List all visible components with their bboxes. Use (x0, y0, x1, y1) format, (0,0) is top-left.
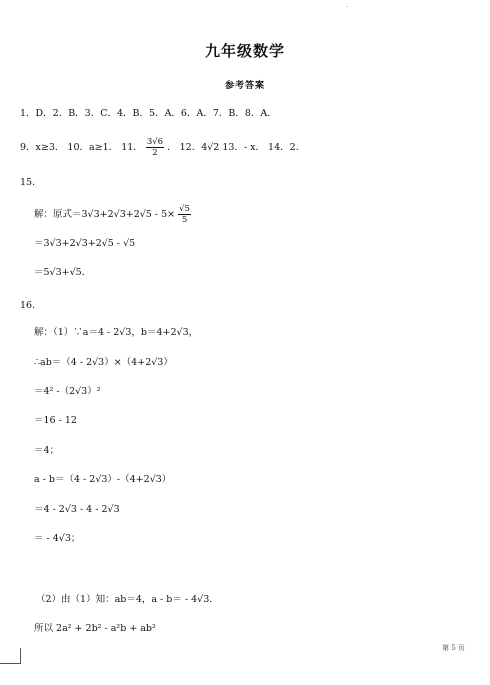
q15-line-1-text: 解：原式＝3√3+2√3+2√5 - 5× (34, 209, 176, 220)
q16-line: （2）由（1）知：ab＝4，a - b＝ - 4√3． (36, 594, 219, 605)
q15-label: 15． (20, 177, 42, 188)
page-number: 第 5 页 (442, 644, 465, 652)
q16-line: 解：（1）∵a＝4 - 2√3，b＝4+2√3， (34, 327, 199, 338)
page-title: 九年级数学 (204, 42, 285, 60)
page-subtitle: 参考答案 (224, 81, 265, 91)
q16-label: 16． (20, 300, 42, 311)
q16-line: ＝4² -（2√3）² (34, 386, 101, 397)
top-mark: · (346, 4, 348, 11)
answers-row-1: 1．D．2．B．3．C．4．B．5．A．6．A．7．B．8．A． (20, 108, 277, 119)
q16-line: ＝16 - 12 (34, 415, 77, 426)
answers-row-2 (20, 137, 305, 158)
q16-line: ＝4； (34, 445, 60, 456)
answer-11-fraction (146, 137, 164, 158)
answer-11-numerator: 3√6 (146, 137, 164, 147)
q15-line-3: ＝5√3+√5． (34, 267, 92, 278)
answers-row-2-part-b: ． 12．4√2 13．- x． 14．2． (167, 142, 306, 153)
q16-line: a - b＝（4 - 2√3）-（4+2√3） (34, 474, 172, 485)
page-corner-mark (0, 648, 21, 664)
q16-line: ＝ - 4√3； (34, 533, 81, 544)
q16-line: ＝4 - 2√3 - 4 - 2√3 (34, 504, 120, 515)
q15-fraction-numerator: √5 (179, 204, 190, 214)
answer-11-denominator: 2 (152, 148, 158, 158)
q15-line-1 (34, 204, 191, 225)
q16-line: 所以 2a² + 2b² - a²b + ab² (34, 623, 156, 634)
q15-fraction-denominator: 5 (181, 215, 188, 225)
answers-row-2-part-a: 9．x≥3． 10．a≥1． 11． (20, 142, 143, 153)
q15-fraction (178, 204, 191, 225)
q16-line: ∴ab＝（4 - 2√3）×（4+2√3） (34, 357, 173, 368)
q15-line-2: ＝3√3+2√3+2√5 - √5 (34, 238, 136, 249)
